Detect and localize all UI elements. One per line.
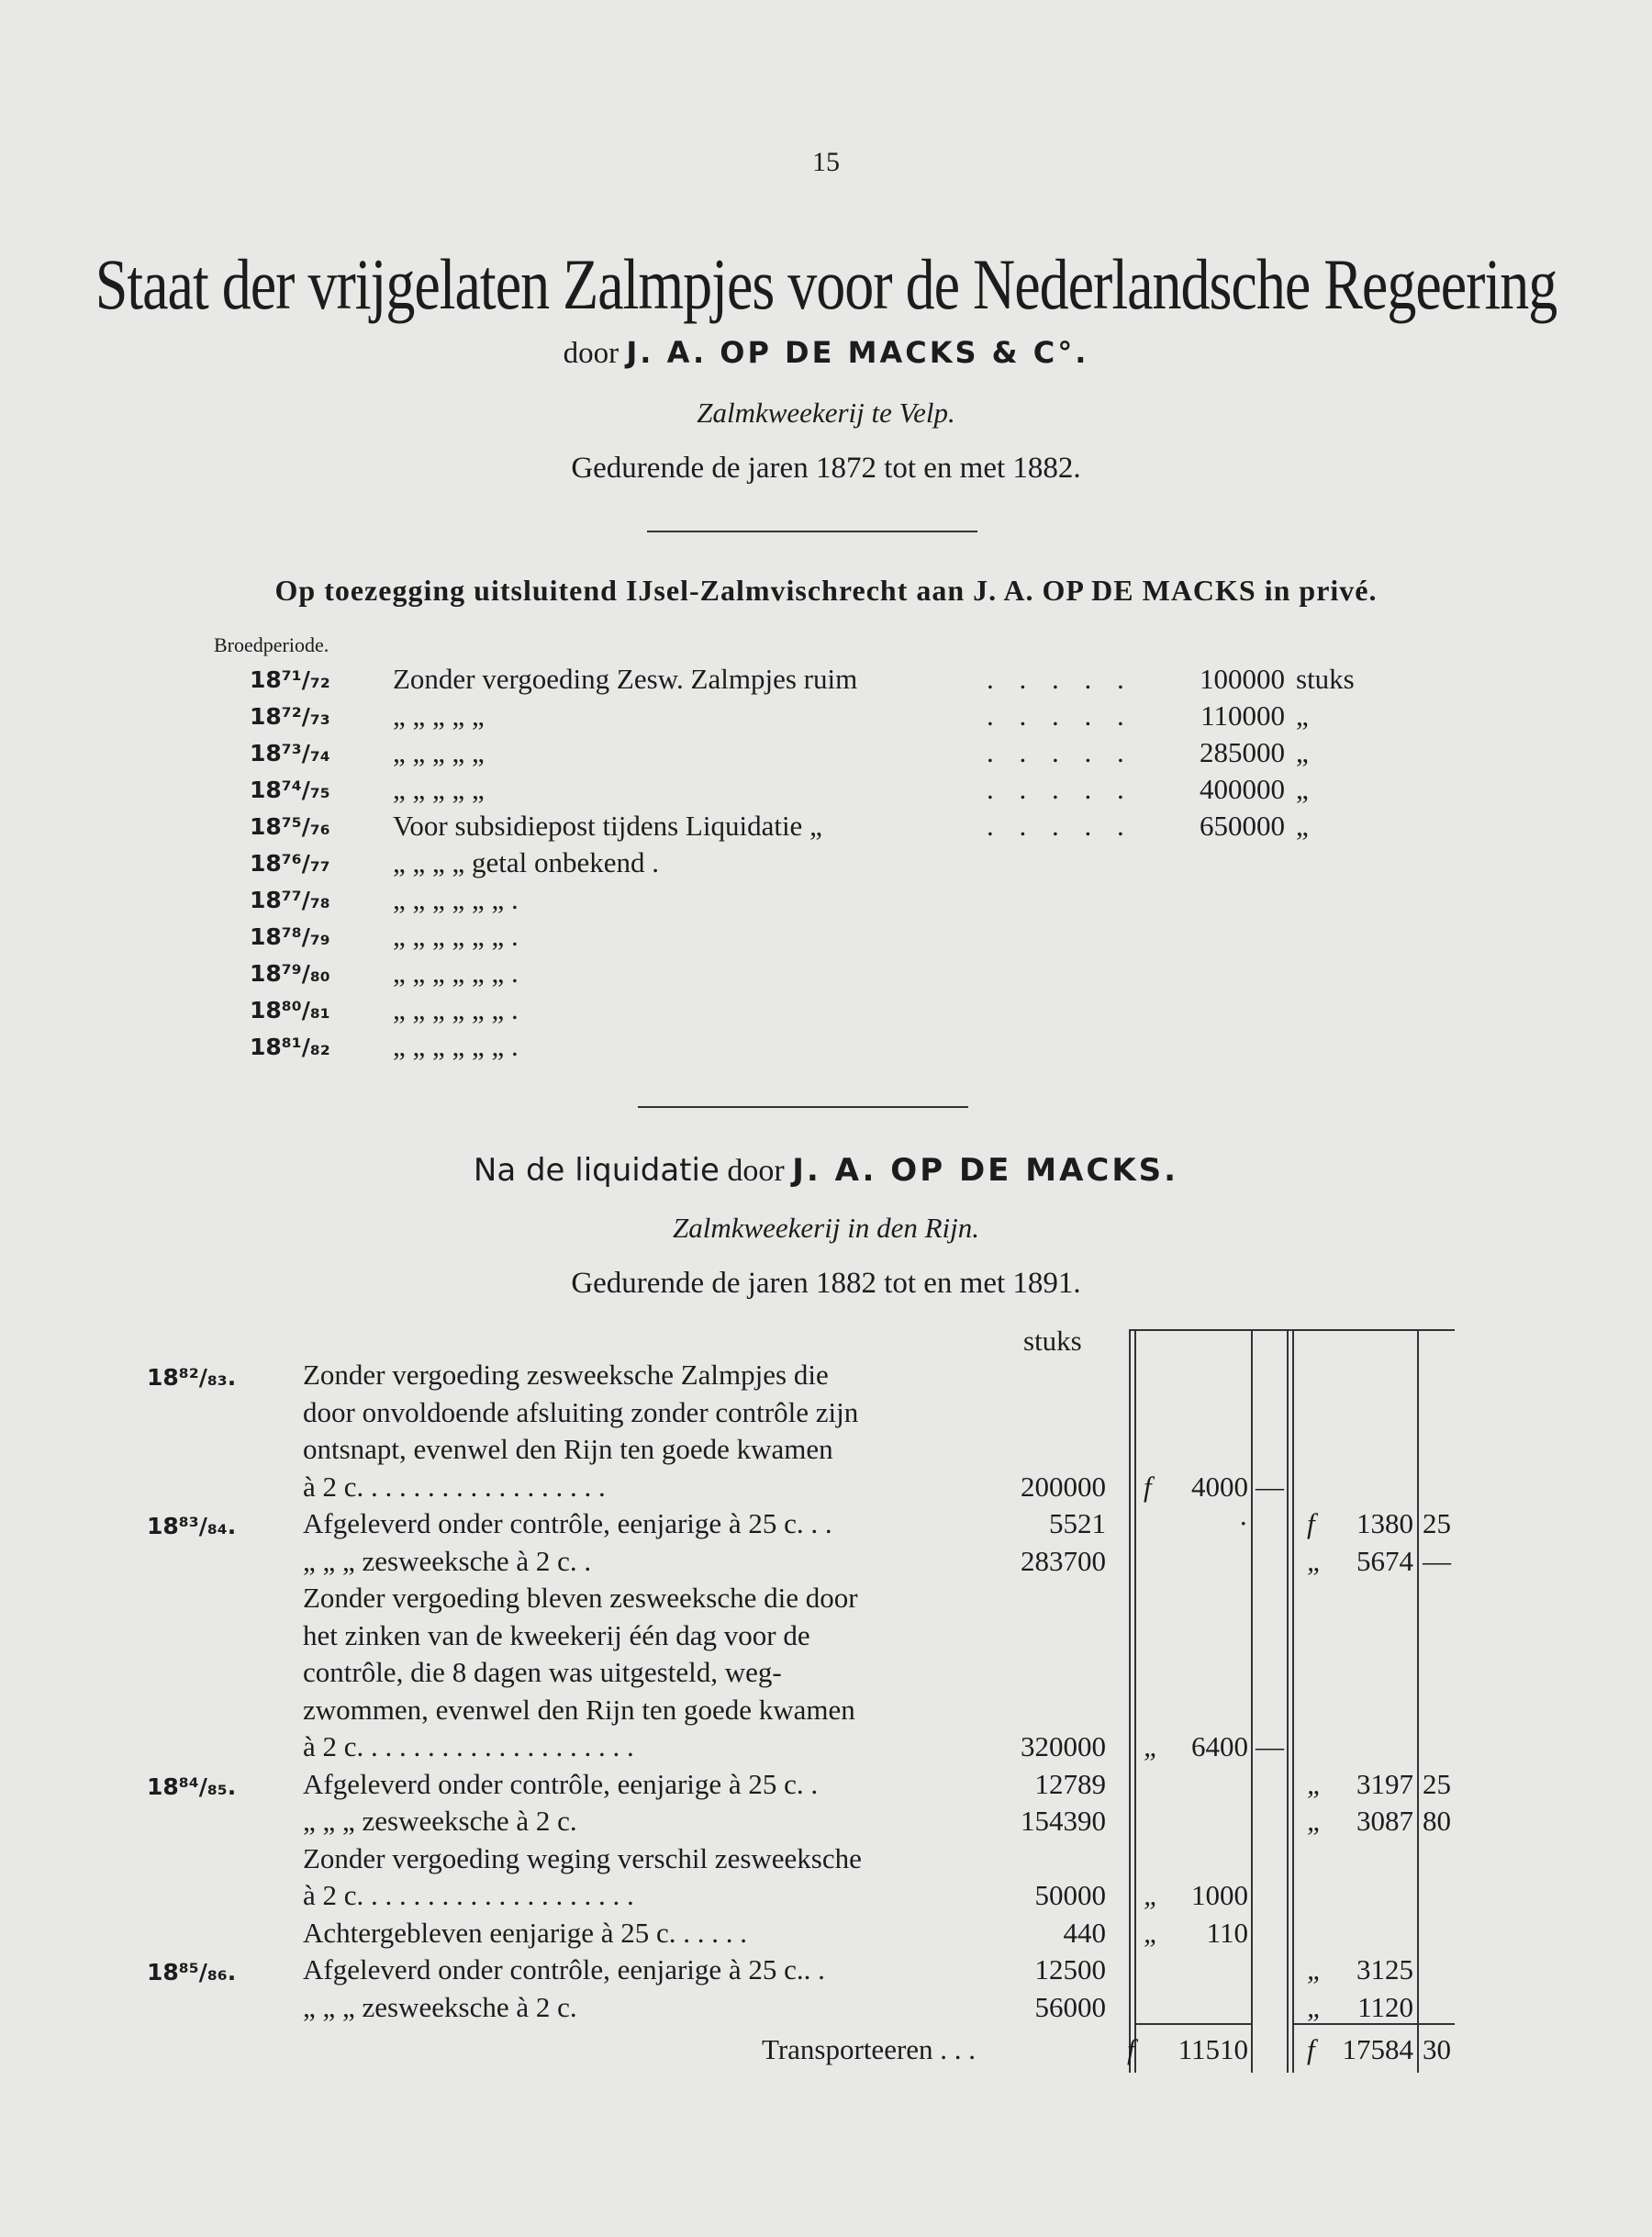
ledger-desc-line: het zinken van de kweekerij één dag voor de — [303, 1618, 810, 1651]
ledger-c2: „ — [1307, 1990, 1323, 2023]
ledger-desc-line: Afgeleverd onder contrôle, eenjarige à 25 c.. . — [303, 1953, 825, 1985]
section1-row — [0, 736, 1652, 773]
ledger-d1: — — [1256, 1730, 1284, 1762]
section1-row — [0, 956, 1652, 993]
section1-row — [0, 810, 1652, 846]
section1-dots: . . . . . — [987, 810, 1133, 842]
ledger-v2 — [1322, 1879, 1413, 1916]
section1-year: 18⁷¹/₇₂ — [250, 666, 330, 693]
ledger-year: 18⁸⁵/₈₆. — [147, 1959, 237, 1985]
stuks-header: stuks — [1023, 1325, 1082, 1357]
section1-desc: „ „ „ „ „ „ . — [393, 993, 519, 1025]
ledger-desc-line: zwommen, evenwel den Rijn ten goede kwamen — [303, 1693, 855, 1726]
transport-v1: 11510 — [1178, 2033, 1248, 2065]
section1-qty: 110000 — [1200, 699, 1285, 732]
ledger-v1 — [1158, 1545, 1248, 1582]
ledger-desc-line: Afgeleverd onder contrôle, eenjarige à 25 c. . . — [303, 1507, 832, 1539]
ledger-desc-line: Zonder vergoeding zesweeksche Zalmpjes die — [303, 1359, 829, 1391]
section1-year: 18⁷²/₇₃ — [250, 703, 330, 730]
section1-year: 18⁷⁴/₇₅ — [250, 777, 330, 803]
section2-heading — [0, 1152, 1652, 1189]
location-rijn: Zalmkweekerij in den Rijn. — [672, 1212, 980, 1244]
ledger-desc-line: ontsnapt, evenwel den Rijn ten goede kwamen — [303, 1433, 833, 1465]
ledger-v1: 4000 — [1191, 1470, 1248, 1503]
section1-year: 18⁸¹/₈₂ — [250, 1034, 330, 1060]
ledger-qty: 5521 — [1049, 1507, 1106, 1539]
ledger-entry — [0, 1805, 1652, 1842]
ledger-desc-line: à 2 c. . . . . . . . . . . . . . . . . . . . — [303, 1730, 634, 1762]
section1-dots: . . . . . — [987, 663, 1133, 695]
ledger-desc-line: à 2 c. . . . . . . . . . . . . . . . . . — [303, 1470, 606, 1503]
section1-qty: 650000 — [1200, 810, 1285, 842]
section1-desc: Zonder vergoeding Zesw. Zalmpjes ruim — [393, 663, 858, 695]
ledger-desc-line: à 2 c. . . . . . . . . . . . . . . . . . . . — [303, 1879, 634, 1911]
section1-qty: 400000 — [1200, 773, 1285, 805]
ledger-d2: 80 — [1423, 1805, 1451, 1837]
ledger-desc-line: Achtergebleven eenjarige à 25 c. . . . . . — [303, 1916, 748, 1949]
byline — [0, 335, 1652, 371]
ledger-v1 — [1158, 1768, 1248, 1805]
page-title: Staat der vrijgelaten Zalmpjes voor de Nederlandsche Regeering — [95, 244, 1557, 324]
period-1872-1882: Gedurende de jaren 1872 tot en met 1882. — [571, 452, 1081, 485]
broedperiode-label: Broedperiode. — [214, 633, 329, 656]
section1-unit: „ — [1296, 736, 1309, 768]
ledger-v2: 1380 — [1356, 1507, 1413, 1539]
ledger-v1 — [1158, 1805, 1248, 1841]
section1-unit: stuks — [1296, 663, 1355, 695]
section1-dots: . . . . . — [987, 699, 1133, 732]
section1-row — [0, 699, 1652, 736]
section1-year: 18⁸⁰/₈₁ — [250, 997, 330, 1023]
ledger-c1: „ — [1144, 1916, 1160, 1949]
ledger-entry — [0, 1953, 1652, 1991]
section2-door: door — [727, 1154, 785, 1188]
ledger-v2: 3197 — [1356, 1767, 1413, 1800]
ledger-desc-line: Afgeleverd onder contrôle, eenjarige à 25 c. . — [303, 1767, 819, 1800]
ledger-v2: 3087 — [1356, 1805, 1413, 1837]
ledger-c2: „ — [1307, 1953, 1323, 1985]
ledger-v1: 6400 — [1191, 1730, 1248, 1762]
ledger-entry — [0, 1507, 1652, 1545]
ledger-d2: — — [1423, 1544, 1451, 1577]
transport-d2: 30 — [1423, 2033, 1451, 2065]
ledger-entry — [0, 1545, 1652, 1583]
section1-year: 18⁷⁸/₇₉ — [250, 923, 330, 950]
section1-row — [0, 663, 1652, 699]
section1-desc: „ „ „ „ „ „ . — [393, 920, 519, 952]
ledger-entry — [0, 1842, 1652, 1917]
section1-desc: „ „ „ „ „ „ . — [393, 956, 519, 989]
ledger-d1: — — [1256, 1470, 1284, 1503]
ledger-v2 — [1322, 1471, 1413, 1507]
section1-unit: „ — [1296, 699, 1309, 732]
ledger-qty: 154390 — [1021, 1805, 1106, 1837]
ledger-v1 — [1158, 1953, 1248, 1990]
section1-unit: „ — [1296, 810, 1309, 842]
divider-2 — [638, 1106, 968, 1108]
section1-year: 18⁷⁹/₈₀ — [250, 960, 330, 987]
ledger-desc-line: door onvoldoende afsluiting zonder contrôle zijn — [303, 1395, 859, 1428]
section1-row — [0, 1030, 1652, 1067]
section1-unit: „ — [1296, 773, 1309, 805]
ledger-c2: „ — [1307, 1544, 1323, 1577]
ledger-year: 18⁸³/₈₄. — [147, 1513, 237, 1539]
section2-prefix: Na de liquidatie — [473, 1152, 720, 1189]
ledger-d2: 25 — [1423, 1507, 1451, 1539]
notice-heading: Op toezegging uitsluitend IJsel-Zalmvischrecht aan J. A. OP DE MACKS in privé. — [274, 574, 1378, 607]
section1-year: 18⁷⁵/₇₆ — [250, 813, 330, 840]
section1-desc: „ „ „ „ getal onbekend . — [393, 846, 660, 878]
location-velp: Zalmkweekerij te Velp. — [697, 397, 955, 429]
ledger-v1: · — [1238, 1507, 1248, 1539]
section1-qty: 100000 — [1200, 663, 1285, 695]
ledger-v1 — [1158, 1991, 1248, 2028]
ledger-year: 18⁸⁴/₈₅. — [147, 1773, 237, 1800]
ledger-c2: f — [1307, 1507, 1315, 1539]
section1-desc: „ „ „ „ „ — [393, 773, 485, 805]
ledger-c1: „ — [1144, 1730, 1160, 1762]
section1-row — [0, 883, 1652, 920]
ledger-entry — [0, 1768, 1652, 1806]
ledger-desc-line: „ „ „ zesweeksche à 2 c. — [303, 1805, 577, 1837]
ledger-qty: 283700 — [1021, 1544, 1106, 1577]
ledger-c1: „ — [1144, 1879, 1160, 1911]
transport-c1: f — [1127, 2033, 1135, 2065]
section1-dots: . . . . . — [987, 736, 1133, 768]
ledger-qty: 12500 — [1034, 1953, 1106, 1985]
section1-year: 18⁷⁷/₇₈ — [250, 887, 330, 913]
ledger-qty: 200000 — [1021, 1470, 1106, 1503]
ledger-desc-line: „ „ „ zesweeksche à 2 c. . — [303, 1544, 592, 1577]
page-number: 15 — [812, 147, 840, 177]
section2-name: J. A. OP DE MACKS. — [792, 1152, 1179, 1189]
transport-c2: f — [1307, 2033, 1315, 2065]
section1-row — [0, 846, 1652, 883]
ledger-qty: 56000 — [1034, 1990, 1106, 2023]
ledger-desc-line: Zonder vergoeding bleven zesweeksche die door — [303, 1582, 858, 1614]
section1-row — [0, 920, 1652, 956]
ledger-desc-line: „ „ „ zesweeksche à 2 c. — [303, 1990, 577, 2023]
ledger-desc-line: contrôle, die 8 dagen was uitgesteld, weg- — [303, 1656, 782, 1688]
section1-qty: 285000 — [1200, 736, 1285, 768]
transport-row — [0, 2033, 1652, 2070]
section1-dots: . . . . . — [987, 773, 1133, 805]
ledger-v2: 1120 — [1357, 1990, 1413, 2023]
ledger-entry — [0, 1582, 1652, 1768]
section1-desc: Voor subsidiepost tijdens Liquidatie „ — [393, 810, 822, 842]
ledger-v2 — [1322, 1917, 1413, 1953]
section1-desc: „ „ „ „ „ „ . — [393, 1030, 519, 1062]
ledger-v2: 5674 — [1356, 1544, 1413, 1577]
ledger-qty: 320000 — [1021, 1730, 1106, 1762]
ledger-entry — [0, 1991, 1652, 2029]
ledger-qty: 12789 — [1034, 1767, 1106, 1800]
ledger-qty: 50000 — [1034, 1879, 1106, 1911]
transport-v2: 17584 — [1342, 2033, 1413, 2065]
section1-year: 18⁷⁶/₇₇ — [250, 850, 330, 877]
byline-prefix: door — [563, 337, 620, 370]
ledger-c1: f — [1144, 1470, 1152, 1503]
transport-label: Transporteeren . . . — [762, 2033, 977, 2065]
section1-row — [0, 993, 1652, 1030]
section1-row — [0, 773, 1652, 810]
period-1882-1891: Gedurende de jaren 1882 tot en met 1891. — [571, 1267, 1081, 1300]
ledger-c2: „ — [1307, 1805, 1323, 1837]
byline-name: J. A. OP DE MACKS & C°. — [626, 335, 1089, 370]
section1-year: 18⁷³/₇₄ — [250, 740, 330, 766]
section1-desc: „ „ „ „ „ „ . — [393, 883, 519, 915]
divider-1 — [647, 531, 977, 532]
section1-desc: „ „ „ „ „ — [393, 736, 485, 768]
ledger-qty: 440 — [1063, 1916, 1106, 1949]
ledger-d2: 25 — [1423, 1767, 1451, 1800]
section1-desc: „ „ „ „ „ — [393, 699, 485, 732]
ledger-desc-line: Zonder vergoeding weging verschil zesweeksche — [303, 1841, 862, 1874]
ledger-entry — [0, 1917, 1652, 1954]
ledger-entry — [0, 1359, 1652, 1507]
ledger-v2: 3125 — [1356, 1953, 1413, 1985]
ledger-v1: 110 — [1206, 1916, 1248, 1949]
ledger-v2 — [1322, 1730, 1413, 1767]
ledger-v1: 1000 — [1191, 1879, 1248, 1911]
ledger-c2: „ — [1307, 1767, 1323, 1800]
ledger-year: 18⁸²/₈₃. — [147, 1364, 237, 1391]
